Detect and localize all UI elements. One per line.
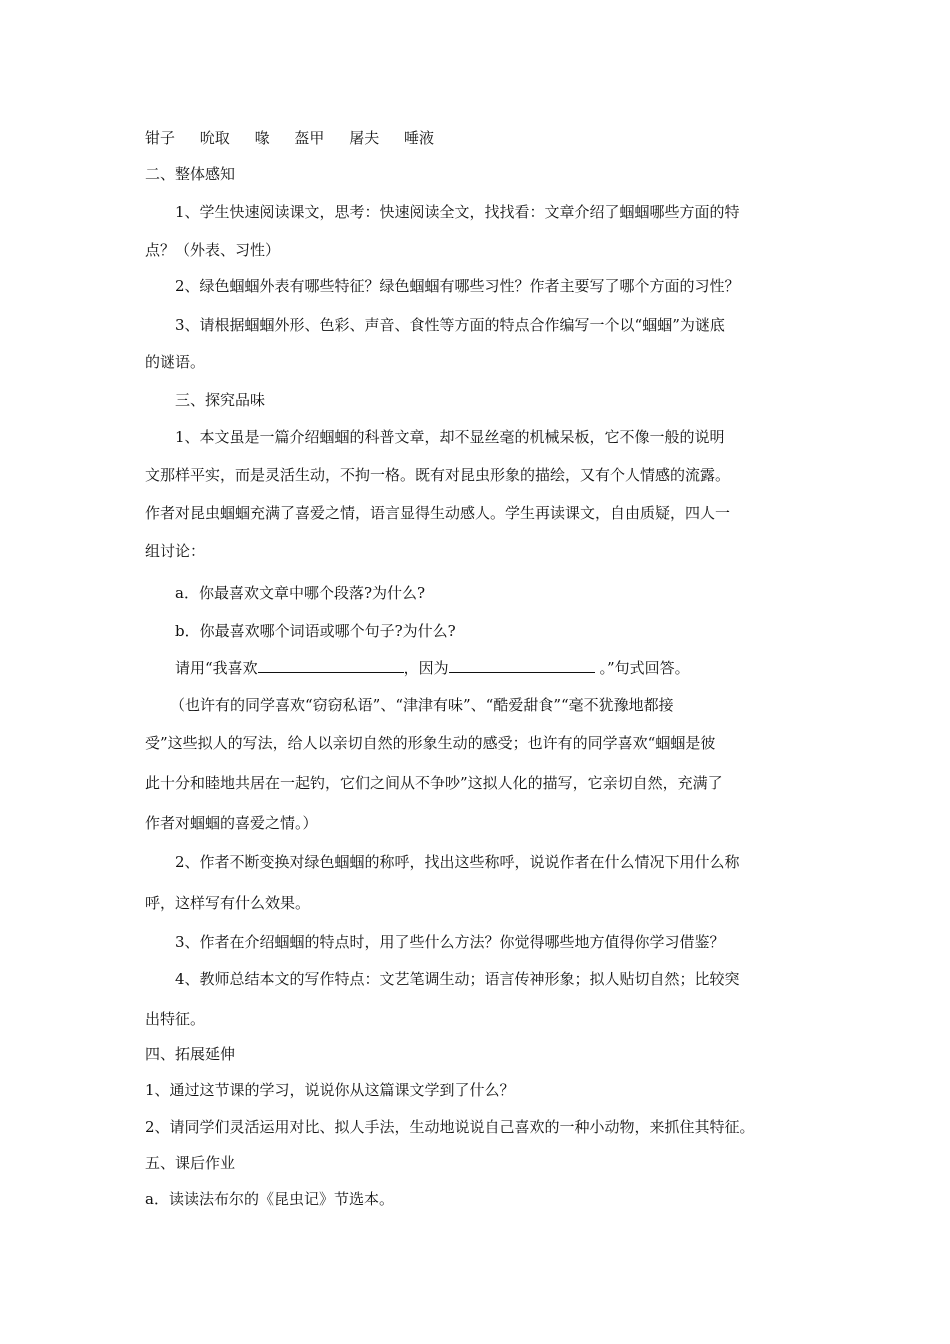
extension-item: 2、请同学们灵活运用对比、拟人手法，生动地说说自己喜欢的一种小动物，来抓住其特征。: [145, 1118, 755, 1136]
section-heading-2: 二、整体感知: [145, 165, 236, 183]
vocabulary-line: [145, 128, 454, 148]
paragraph-line: 作者对昆虫蝈蝈充满了喜爱之情，语言显得生动感人。学生再读课文，自由质疑，四人一: [145, 504, 731, 522]
section-heading-4: 四、拓展延伸: [145, 1045, 236, 1063]
paragraph-line: 文那样平实，而是灵活生动，不拘一格。既有对昆虫形象的描绘，又有个人情感的流露。: [145, 466, 731, 484]
vocab-word: 唾液: [403, 129, 434, 147]
vocab-word: 盔甲: [294, 129, 325, 147]
fill-blank: [449, 658, 595, 673]
section-heading-5: 五、课后作业: [145, 1154, 236, 1172]
note-line: 作者对蝈蝈的喜爱之情。）: [145, 814, 318, 832]
paragraph-line: 呼，这样写有什么效果。: [145, 894, 311, 912]
paragraph-line: 4、教师总结本文的写作特点：文艺笔调生动；语言传神形象；拟人贴切自然；比较突: [175, 970, 740, 988]
paragraph-line: 点？（外表、习性）: [145, 241, 281, 259]
question-b: b．你最喜欢哪个词语或哪个句子?为什么?: [175, 622, 456, 640]
paragraph-line: 2、绿色蝈蝈外表有哪些特征？绿色蝈蝈有哪些习性？作者主要写了哪个方面的习性？: [175, 277, 740, 295]
vocab-word: 钳子: [145, 129, 176, 147]
fill-text: 。”句式回答。: [599, 659, 690, 677]
paragraph-line: 组讨论：: [145, 542, 206, 560]
paragraph-line: 1、本文虽是一篇介绍蝈蝈的科普文章，却不显丝毫的机械呆板，它不像一般的说明: [175, 428, 725, 446]
paragraph-line: 3、作者在介绍蝈蝈的特点时，用了些什么方法？你觉得哪些地方值得你学习借鉴？: [175, 933, 725, 951]
section-heading-3: 三、探究品味: [175, 391, 266, 409]
paragraph-line: 1、学生快速阅读课文，思考：快速阅读全文，找找看：文章介绍了蝈蝈哪些方面的特: [175, 203, 740, 221]
question-a: a．你最喜欢文章中哪个段落?为什么?: [175, 584, 426, 602]
vocab-word: 喙: [254, 129, 270, 147]
paragraph-line: 2、作者不断变换对绿色蝈蝈的称呼，找出这些称呼，说说作者在什么情况下用什么称: [175, 853, 740, 871]
fill-blank: [258, 658, 404, 673]
homework-item: a．读读法布尔的《昆虫记》节选本。: [145, 1190, 394, 1208]
note-line: 受”这些拟人的写法，给人以亲切自然的形象生动的感受；也许有的同学喜欢“蝈蝈是彼: [145, 734, 716, 752]
vocab-word: 吮取: [199, 129, 230, 147]
fill-text: 请用“我喜欢: [175, 659, 258, 677]
extension-item: 1、通过这节课的学习，说说你从这篇课文学到了什么？: [145, 1081, 515, 1099]
vocab-word: 屠夫: [349, 129, 380, 147]
paragraph-line: 3、请根据蝈蝈外形、色彩、声音、食性等方面的特点合作编写一个以“蝈蝈”为谜底: [175, 316, 725, 334]
note-line: （也许有的同学喜欢“窃窃私语”、“津津有味”、“酷爱甜食”“毫不犹豫地都接: [170, 696, 674, 714]
note-line: 此十分和睦地共居在一起钓，它们之间从不争吵”这拟人化的描写，它亲切自然，充满了: [145, 774, 723, 792]
paragraph-line: 的谜语。: [145, 353, 206, 371]
paragraph-line: 出特征。: [145, 1010, 206, 1028]
fill-text: ，因为: [403, 659, 449, 677]
fill-in-sentence: [175, 658, 690, 678]
